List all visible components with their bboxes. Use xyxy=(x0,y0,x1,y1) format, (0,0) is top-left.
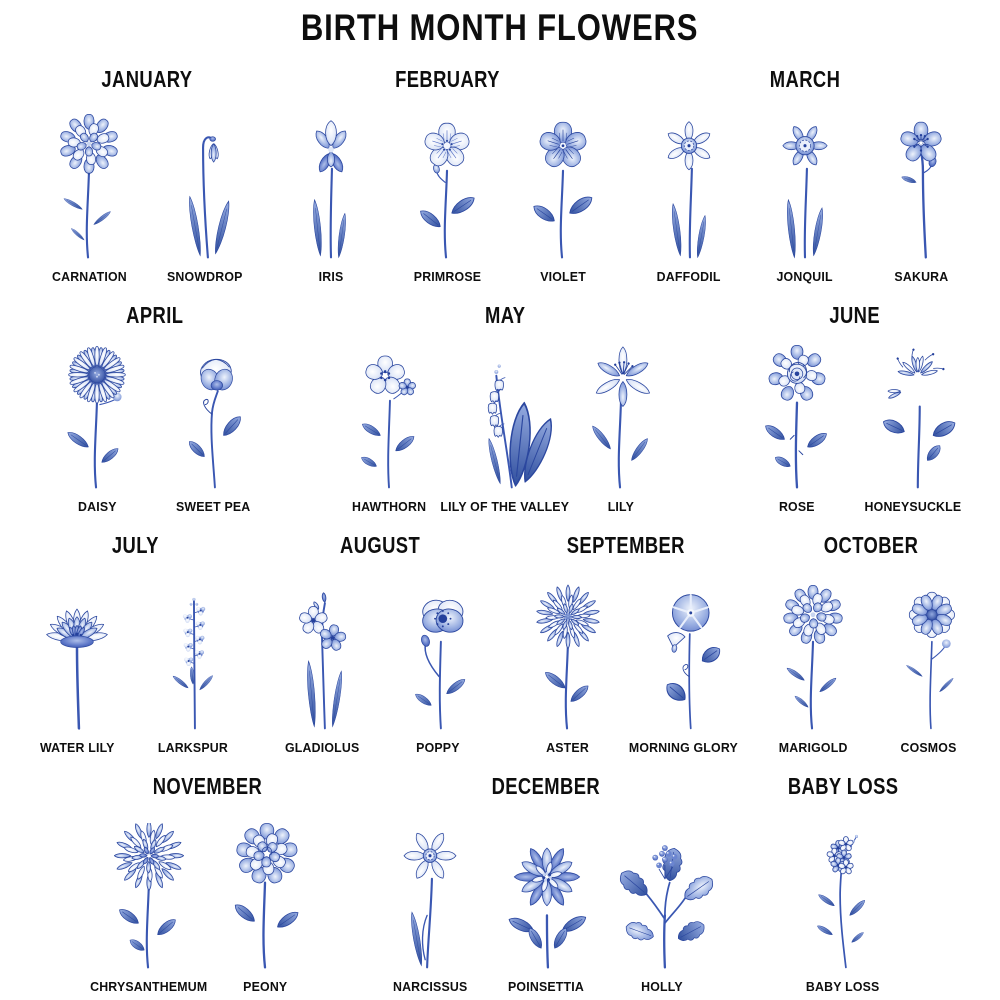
flower-label: MARIGOLD xyxy=(778,740,848,755)
flower-cell-rose xyxy=(744,343,850,520)
primrose-icon xyxy=(394,113,500,267)
jonquil-icon xyxy=(752,113,858,267)
month-heading-text: OCTOBER xyxy=(823,532,919,558)
flower-list xyxy=(744,328,966,520)
month-group-september xyxy=(515,520,737,761)
flower-label: HAWTHORN xyxy=(351,499,427,514)
larkspur-icon xyxy=(140,584,246,738)
flower-cell-honeysuckle xyxy=(860,343,966,520)
carnation-icon xyxy=(36,113,142,267)
holly-icon xyxy=(609,823,715,977)
flower-label: POINSETTIA xyxy=(507,979,584,994)
row-4 xyxy=(0,761,1000,1000)
flower-cell-poppy xyxy=(385,584,491,761)
flower-label: ROSE xyxy=(779,499,815,514)
month-heading xyxy=(90,67,204,92)
month-heading xyxy=(552,533,700,558)
flower-label: HONEYSUCKLE xyxy=(864,499,962,514)
sakura-icon xyxy=(868,113,974,267)
flower-list xyxy=(90,799,318,1000)
month-heading xyxy=(761,67,849,92)
month-group-june xyxy=(744,290,966,520)
flower-label: CARNATION xyxy=(51,269,127,284)
flower-label: JONQUIL xyxy=(776,269,834,284)
month-heading xyxy=(774,774,912,799)
month-grid xyxy=(0,54,1000,1000)
row-2 xyxy=(0,290,1000,520)
flower-cell-peony xyxy=(212,823,318,1000)
month-group-december xyxy=(377,761,715,1000)
violet-icon xyxy=(510,113,616,267)
flower-list xyxy=(278,92,616,290)
flower-list xyxy=(44,328,266,520)
flower-cell-sakura xyxy=(868,113,974,290)
flower-cell-lily-of-the-valley xyxy=(440,343,570,520)
month-heading-text: MARCH xyxy=(769,66,841,92)
iris-icon xyxy=(278,113,384,267)
lily-of-the-valley-icon xyxy=(452,343,558,497)
month-heading-text: DECEMBER xyxy=(491,773,601,799)
marigold-icon xyxy=(760,584,866,738)
flower-cell-sweet-pea xyxy=(160,343,266,520)
flower-cell-narcissus xyxy=(377,823,483,1000)
flower-cell-gladiolus xyxy=(269,584,375,761)
month-heading-text: AUGUST xyxy=(340,532,421,558)
month-group-august xyxy=(269,520,491,761)
flower-label: LARKSPUR xyxy=(157,740,229,755)
month-group-october xyxy=(760,520,982,761)
month-group-march xyxy=(636,54,974,290)
flower-list xyxy=(269,558,491,761)
flower-cell-daffodil xyxy=(636,113,742,290)
gladiolus-icon xyxy=(269,584,375,738)
flower-label: SAKURA xyxy=(894,269,948,284)
month-heading xyxy=(382,67,513,92)
daisy-icon xyxy=(44,343,150,497)
flower-label: BABY LOSS xyxy=(806,979,880,994)
hawthorn-icon xyxy=(336,343,442,497)
flower-list xyxy=(36,92,258,290)
month-group-baby-loss xyxy=(774,761,912,1000)
flower-list xyxy=(636,92,974,290)
flower-cell-larkspur xyxy=(140,584,246,761)
month-heading xyxy=(330,533,430,558)
lily-icon xyxy=(568,343,674,497)
baby-loss-icon xyxy=(790,823,896,977)
flower-label: ASTER xyxy=(546,740,590,755)
flower-label: SNOWDROP xyxy=(167,269,243,284)
flower-cell-lily xyxy=(568,343,674,520)
sweet-pea-icon xyxy=(160,343,266,497)
poppy-icon xyxy=(385,584,491,738)
flower-list xyxy=(760,558,982,761)
flower-cell-morning-glory xyxy=(631,584,737,761)
aster-icon xyxy=(515,584,621,738)
month-heading-text: JUNE xyxy=(829,302,881,328)
flower-list xyxy=(336,328,674,520)
flower-cell-marigold xyxy=(760,584,866,761)
flower-cell-aster xyxy=(515,584,621,761)
snowdrop-icon xyxy=(152,113,258,267)
month-heading xyxy=(106,533,165,558)
flower-cell-holly xyxy=(609,823,715,1000)
month-heading-text: BABY LOSS xyxy=(787,773,899,799)
flower-label: POPPY xyxy=(416,740,461,755)
page-title: BIRTH MONTH FLOWERS xyxy=(301,6,699,48)
flower-cell-snowdrop xyxy=(152,113,258,290)
month-heading xyxy=(823,303,886,328)
flower-label: VIOLET xyxy=(540,269,586,284)
flower-label: HOLLY xyxy=(641,979,683,994)
month-group-july xyxy=(24,520,246,761)
narcissus-icon xyxy=(377,823,483,977)
month-heading xyxy=(139,774,276,799)
month-heading-text: NOVEMBER xyxy=(152,773,262,799)
daffodil-icon xyxy=(636,113,742,267)
water-lily-icon xyxy=(24,584,130,738)
month-group-february xyxy=(278,54,616,290)
flower-list xyxy=(24,558,246,761)
month-heading xyxy=(480,303,531,328)
month-heading-text: FEBRUARY xyxy=(394,66,500,92)
month-heading-text: JULY xyxy=(111,532,159,558)
flower-cell-chrysanthemum xyxy=(90,823,208,1000)
honeysuckle-icon xyxy=(860,343,966,497)
flower-label: PRIMROSE xyxy=(413,269,481,284)
flower-cell-daisy xyxy=(44,343,150,520)
month-group-may xyxy=(336,290,674,520)
flower-cell-iris xyxy=(278,113,384,290)
flower-cell-hawthorn xyxy=(336,343,442,520)
month-heading-text: JANUARY xyxy=(101,66,193,92)
flower-cell-water-lily xyxy=(24,584,130,761)
month-heading-text: MAY xyxy=(484,302,526,328)
row-3 xyxy=(0,520,1000,761)
flower-cell-carnation xyxy=(36,113,142,290)
flower-label: MORNING GLORY xyxy=(629,740,739,755)
flower-list xyxy=(377,799,715,1000)
row-1 xyxy=(0,54,1000,290)
cosmos-icon xyxy=(876,584,982,738)
month-heading-text: SEPTEMBER xyxy=(566,532,685,558)
poinsettia-icon xyxy=(493,823,599,977)
month-heading-text: APRIL xyxy=(126,302,184,328)
flower-cell-baby-loss xyxy=(790,823,896,1000)
flower-label: DAFFODIL xyxy=(657,269,721,284)
flower-label: WATER LILY xyxy=(39,740,115,755)
flower-label: PEONY xyxy=(242,979,288,994)
flower-cell-cosmos xyxy=(876,584,982,761)
flower-label: NARCISSUS xyxy=(392,979,468,994)
flower-label: LILY xyxy=(607,499,635,514)
flower-cell-primrose xyxy=(394,113,500,290)
flower-label: SWEET PEA xyxy=(175,499,251,514)
title-bar xyxy=(0,0,1000,54)
rose-icon xyxy=(744,343,850,497)
morning-glory-icon xyxy=(631,584,737,738)
flower-label: LILY OF THE VALLEY xyxy=(440,499,570,514)
month-group-april xyxy=(44,290,266,520)
month-group-november xyxy=(90,761,318,1000)
flower-list xyxy=(515,558,737,761)
flower-label: DAISY xyxy=(77,499,117,514)
chrysanthemum-icon xyxy=(96,823,202,977)
flower-label: COSMOS xyxy=(900,740,957,755)
flower-label: GLADIOLUS xyxy=(285,740,360,755)
flower-list xyxy=(790,799,896,1000)
peony-icon xyxy=(212,823,318,977)
flower-cell-jonquil xyxy=(752,113,858,290)
month-heading xyxy=(119,303,191,328)
month-heading xyxy=(812,533,930,558)
flower-label: CHRYSANTHEMUM xyxy=(90,979,208,994)
flower-label: IRIS xyxy=(318,269,344,284)
flower-cell-poinsettia xyxy=(493,823,599,1000)
flower-cell-violet xyxy=(510,113,616,290)
month-heading xyxy=(478,774,614,799)
month-group-january xyxy=(36,54,258,290)
